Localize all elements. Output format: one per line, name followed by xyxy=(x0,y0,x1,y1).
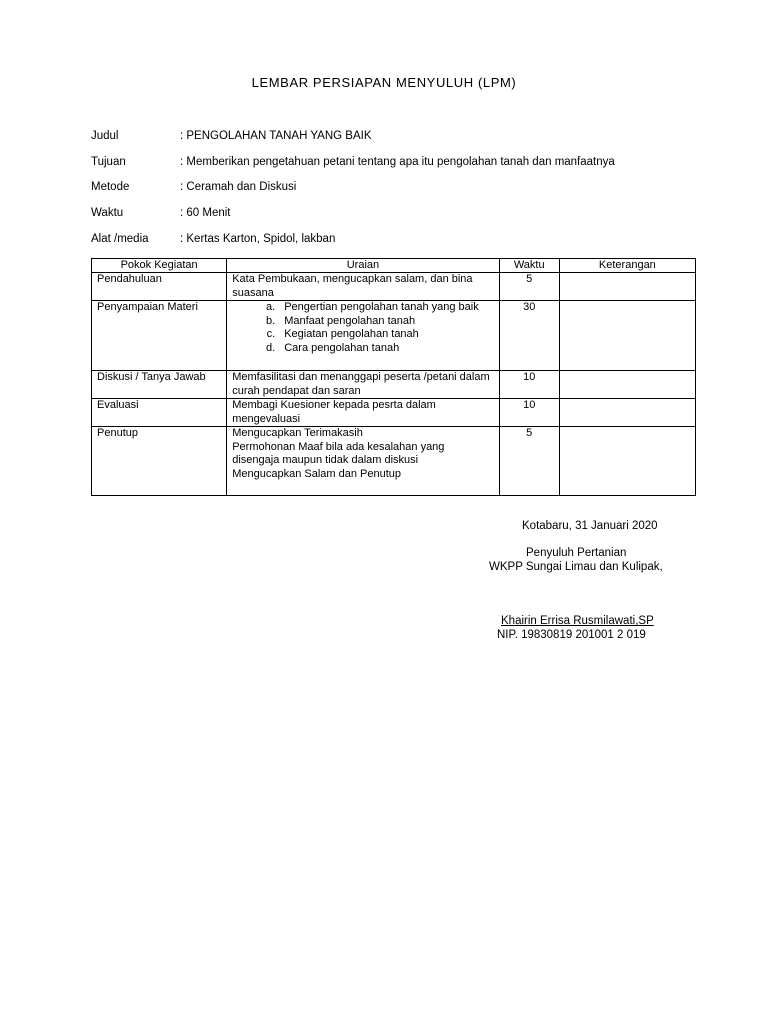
list-item: a. Pengertian pengolahan tanah yang baik xyxy=(278,301,493,315)
info-value: : PENGOLAHAN TANAH YANG BAIK xyxy=(180,130,372,142)
info-label: Alat /media xyxy=(91,233,149,245)
info-label: Judul xyxy=(91,130,119,142)
info-value: : Ceramah dan Diskusi xyxy=(180,181,297,193)
signer-role: Penyuluh Pertanian xyxy=(526,547,627,559)
header-keterangan: Keterangan xyxy=(559,259,695,273)
uraian-line: Mengucapkan Salam dan Penutup xyxy=(232,467,402,480)
header-waktu: Waktu xyxy=(499,259,559,273)
uraian-line: Permohonan Maaf bila ada kesalahan yang disengaja maupun tidak dalam diskusi xyxy=(232,440,445,466)
table-header-row xyxy=(92,259,696,273)
cell-pokok: Pendahuluan xyxy=(92,273,227,301)
header-pokok-kegiatan: Pokok Kegiatan xyxy=(92,259,227,273)
cell-waktu: 30 xyxy=(499,301,559,371)
cell-uraian xyxy=(227,399,499,427)
document-title: LEMBAR PERSIAPAN MENYULUH (LPM) xyxy=(251,75,517,90)
cell-waktu: 10 xyxy=(499,371,559,399)
info-label: Metode xyxy=(91,181,130,193)
info-label: Waktu xyxy=(91,207,124,219)
cell-waktu: 5 xyxy=(499,273,559,301)
cell-uraian xyxy=(227,273,499,301)
cell-pokok: Diskusi / Tanya Jawab xyxy=(92,371,227,399)
table-row xyxy=(92,301,696,371)
info-value: : 60 Menit xyxy=(180,207,231,219)
place-date: Kotabaru, 31 Januari 2020 xyxy=(522,520,658,532)
cell-waktu: 10 xyxy=(499,399,559,427)
cell-pokok: Penyampaian Materi xyxy=(92,301,227,371)
list-item: c. Kegiatan pengolahan tanah xyxy=(278,328,493,342)
info-label: Tujuan xyxy=(91,156,126,168)
cell-keterangan xyxy=(559,301,695,371)
uraian-line: Kata Pembukaan, mengucapkan salam, dan bina suasana xyxy=(232,273,473,299)
cell-keterangan xyxy=(559,427,695,496)
list-item: d. Cara pengolahan tanah xyxy=(278,342,493,356)
cell-uraian xyxy=(227,301,499,371)
cell-waktu: 5 xyxy=(499,427,559,496)
table-row xyxy=(92,371,696,399)
signer-nip: NIP. 19830819 201001 2 019 xyxy=(497,629,646,641)
list-item: b. Manfaat pengolahan tanah xyxy=(278,315,493,329)
cell-pokok: Evaluasi xyxy=(92,399,227,427)
cell-keterangan xyxy=(559,399,695,427)
uraian-line: Membagi Kuesioner kepada pesrta dalam mengevaluasi xyxy=(232,399,436,425)
signer-name: Khairin Errisa Rusmilawati,SP xyxy=(501,615,654,627)
cell-keterangan xyxy=(559,371,695,399)
cell-pokok: Penutup xyxy=(92,427,227,496)
table-row xyxy=(92,399,696,427)
cell-keterangan xyxy=(559,273,695,301)
info-value: : Kertas Karton, Spidol, lakban xyxy=(180,233,336,245)
uraian-list xyxy=(232,301,493,355)
cell-uraian xyxy=(227,427,499,496)
header-uraian: Uraian xyxy=(227,259,499,273)
signer-unit: WKPP Sungai Limau dan Kulipak, xyxy=(489,561,663,573)
info-value: : Memberikan pengetahuan petani tentang apa itu pengolahan tanah dan manfaatnya xyxy=(180,156,615,168)
cell-uraian xyxy=(227,371,499,399)
uraian-line: Memfasilitasi dan menanggapi peserta /petani dalam curah pendapat dan saran xyxy=(232,371,490,397)
table-row xyxy=(92,427,696,496)
activity-table xyxy=(91,258,696,496)
uraian-line: Mengucapkan Terimakasih xyxy=(232,427,363,439)
table-row xyxy=(92,273,696,301)
